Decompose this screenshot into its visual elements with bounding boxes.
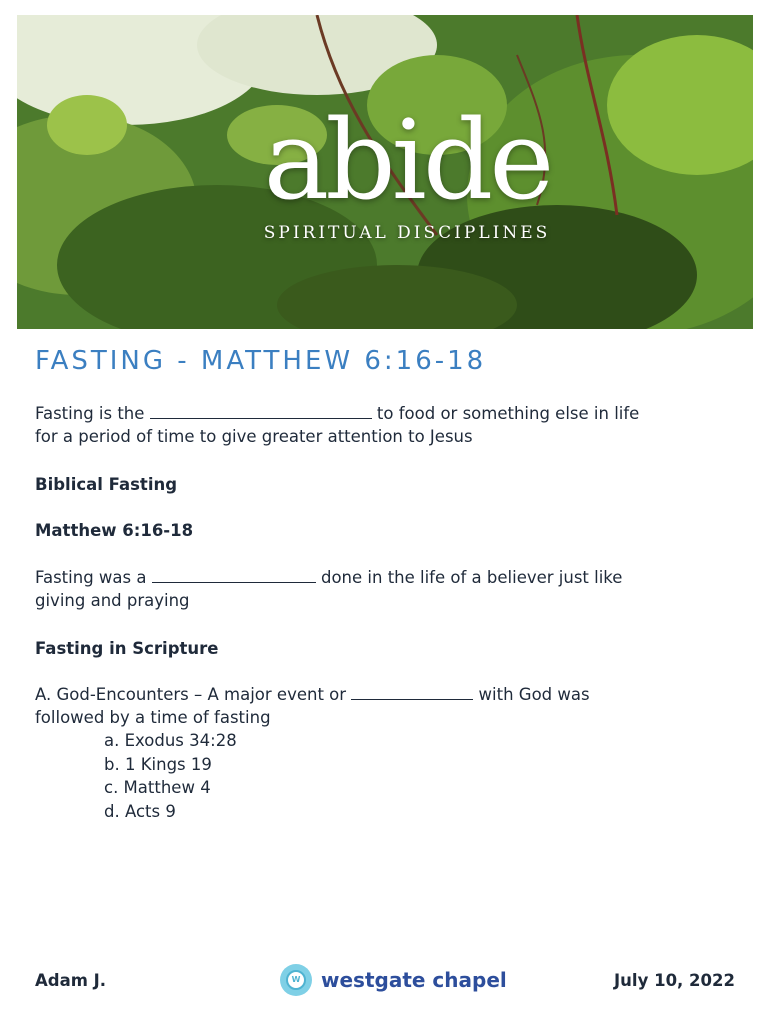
brand-wordmark: abide bbox=[263, 96, 551, 224]
logo-letter: W bbox=[286, 970, 306, 990]
text-segment: to food or something else in life bbox=[376, 404, 640, 423]
list-item: b. 1 Kings 19 bbox=[104, 754, 212, 774]
brand-subtitle: SPIRITUAL DISCIPLINES bbox=[263, 223, 551, 243]
text-segment: with God was bbox=[478, 685, 590, 704]
scripture-list bbox=[104, 729, 237, 823]
author-name: Adam J. bbox=[35, 971, 107, 990]
paragraph-definition bbox=[35, 402, 735, 448]
text-segment: for a period of time to give greater attention to Jesus bbox=[35, 427, 473, 446]
list-item: c. Matthew 4 bbox=[104, 778, 211, 797]
page-title: FASTING - MATTHEW 6:16-18 bbox=[35, 346, 487, 376]
text-segment: done in the life of a believer just like bbox=[320, 568, 623, 587]
section-heading: Fasting in Scripture bbox=[35, 639, 219, 658]
text-segment: A. God-Encounters – A major event or bbox=[35, 685, 347, 704]
list-item: a. Exodus 34:28 bbox=[104, 731, 237, 750]
fill-in-blank bbox=[152, 568, 316, 583]
text-segment: giving and praying bbox=[35, 591, 190, 610]
fill-in-blank bbox=[150, 404, 372, 419]
church-logo bbox=[280, 964, 507, 996]
paragraph-practice bbox=[35, 566, 735, 612]
text-segment: Fasting was a bbox=[35, 568, 147, 587]
section-heading: Biblical Fasting bbox=[35, 475, 178, 494]
list-item: d. Acts 9 bbox=[104, 801, 176, 821]
logo-circle-icon bbox=[280, 964, 312, 996]
date-label: July 10, 2022 bbox=[614, 971, 735, 990]
text-segment: Fasting is the bbox=[35, 404, 145, 423]
section-heading: Matthew 6:16-18 bbox=[35, 521, 194, 540]
paragraph-encounters bbox=[35, 683, 735, 729]
header-image bbox=[17, 15, 753, 329]
logo-text: westgate chapel bbox=[321, 968, 507, 992]
text-segment: followed by a time of fasting bbox=[35, 708, 271, 727]
fill-in-blank bbox=[351, 685, 473, 700]
